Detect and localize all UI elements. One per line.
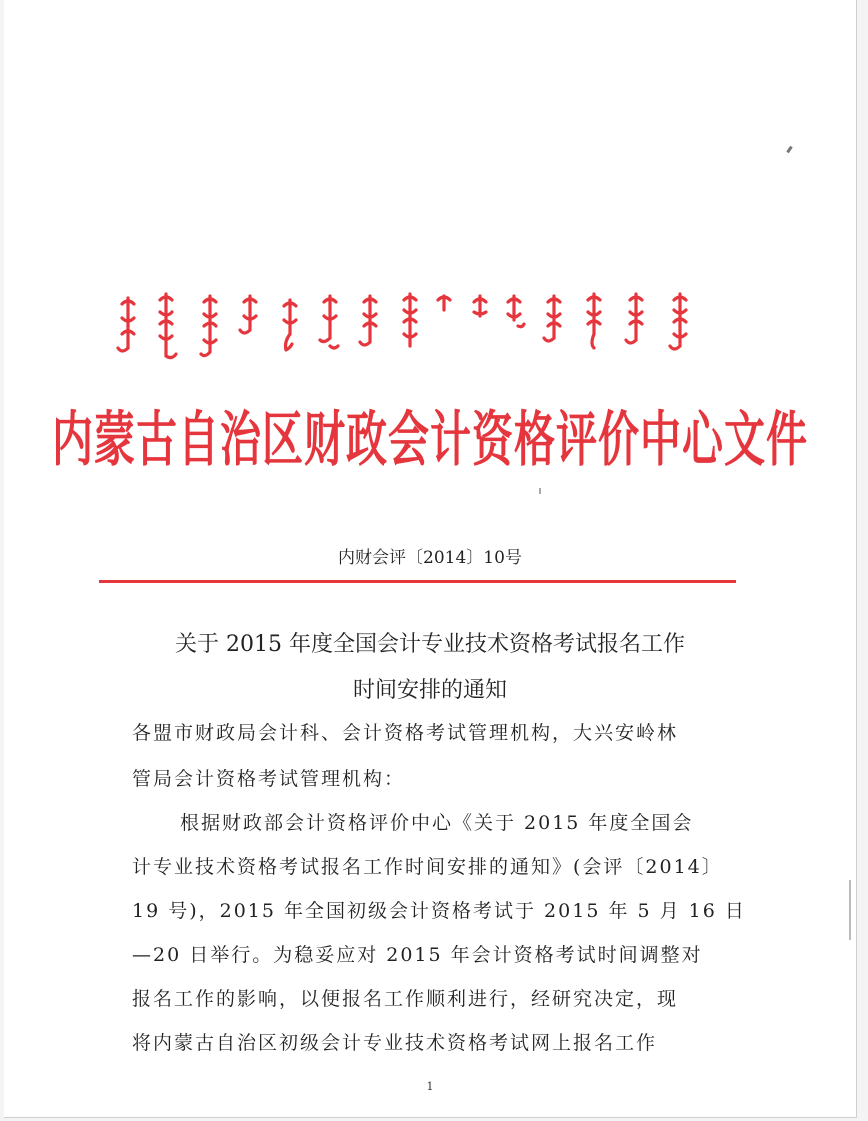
body-line: 计专业技术资格考试报名工作时间安排的通知》(会评〔2014〕 [132, 856, 723, 878]
body-line: 报名工作的影响，以便报名工作顺利进行，经研究决定，现 [132, 988, 679, 1010]
body-line: 各盟市财政局会计科、会计资格考试管理机构，大兴安岭林 [132, 722, 679, 744]
scan-speck [539, 488, 541, 494]
body-line: 将内蒙古自治区初级会计专业技术资格考试网上报名工作 [132, 1032, 658, 1054]
body-line: 19 号)，2015 年全国初级会计资格考试于 2015 年 5 月 16 日 [132, 900, 746, 922]
notice-title-line-2: 时间安排的通知 [352, 678, 507, 703]
mongolian-script-graphic [114, 290, 734, 365]
scan-edge-mark [849, 880, 851, 940]
notice-title-line-1: 关于 2015 年度全国会计专业技术资格考试报名工作 [175, 632, 685, 657]
page-number: 1 [426, 1080, 434, 1093]
scan-speck [786, 146, 792, 153]
red-divider-line [99, 580, 736, 583]
body-line: 根据财政部会计资格评价中心《关于 2015 年度全国会 [180, 812, 694, 834]
document-page [4, 0, 857, 1118]
document-number: 内财会评〔2014〕10号 [338, 548, 522, 568]
body-line: —20 日举行。为稳妥应对 2015 年会计资格考试时间调整对 [132, 944, 703, 966]
issuing-organization-title: 内蒙古自治区财政会计资格评价中心文件 [52, 405, 808, 475]
body-line: 管局会计资格考试管理机构： [132, 768, 406, 790]
mongolian-heading [114, 290, 734, 365]
